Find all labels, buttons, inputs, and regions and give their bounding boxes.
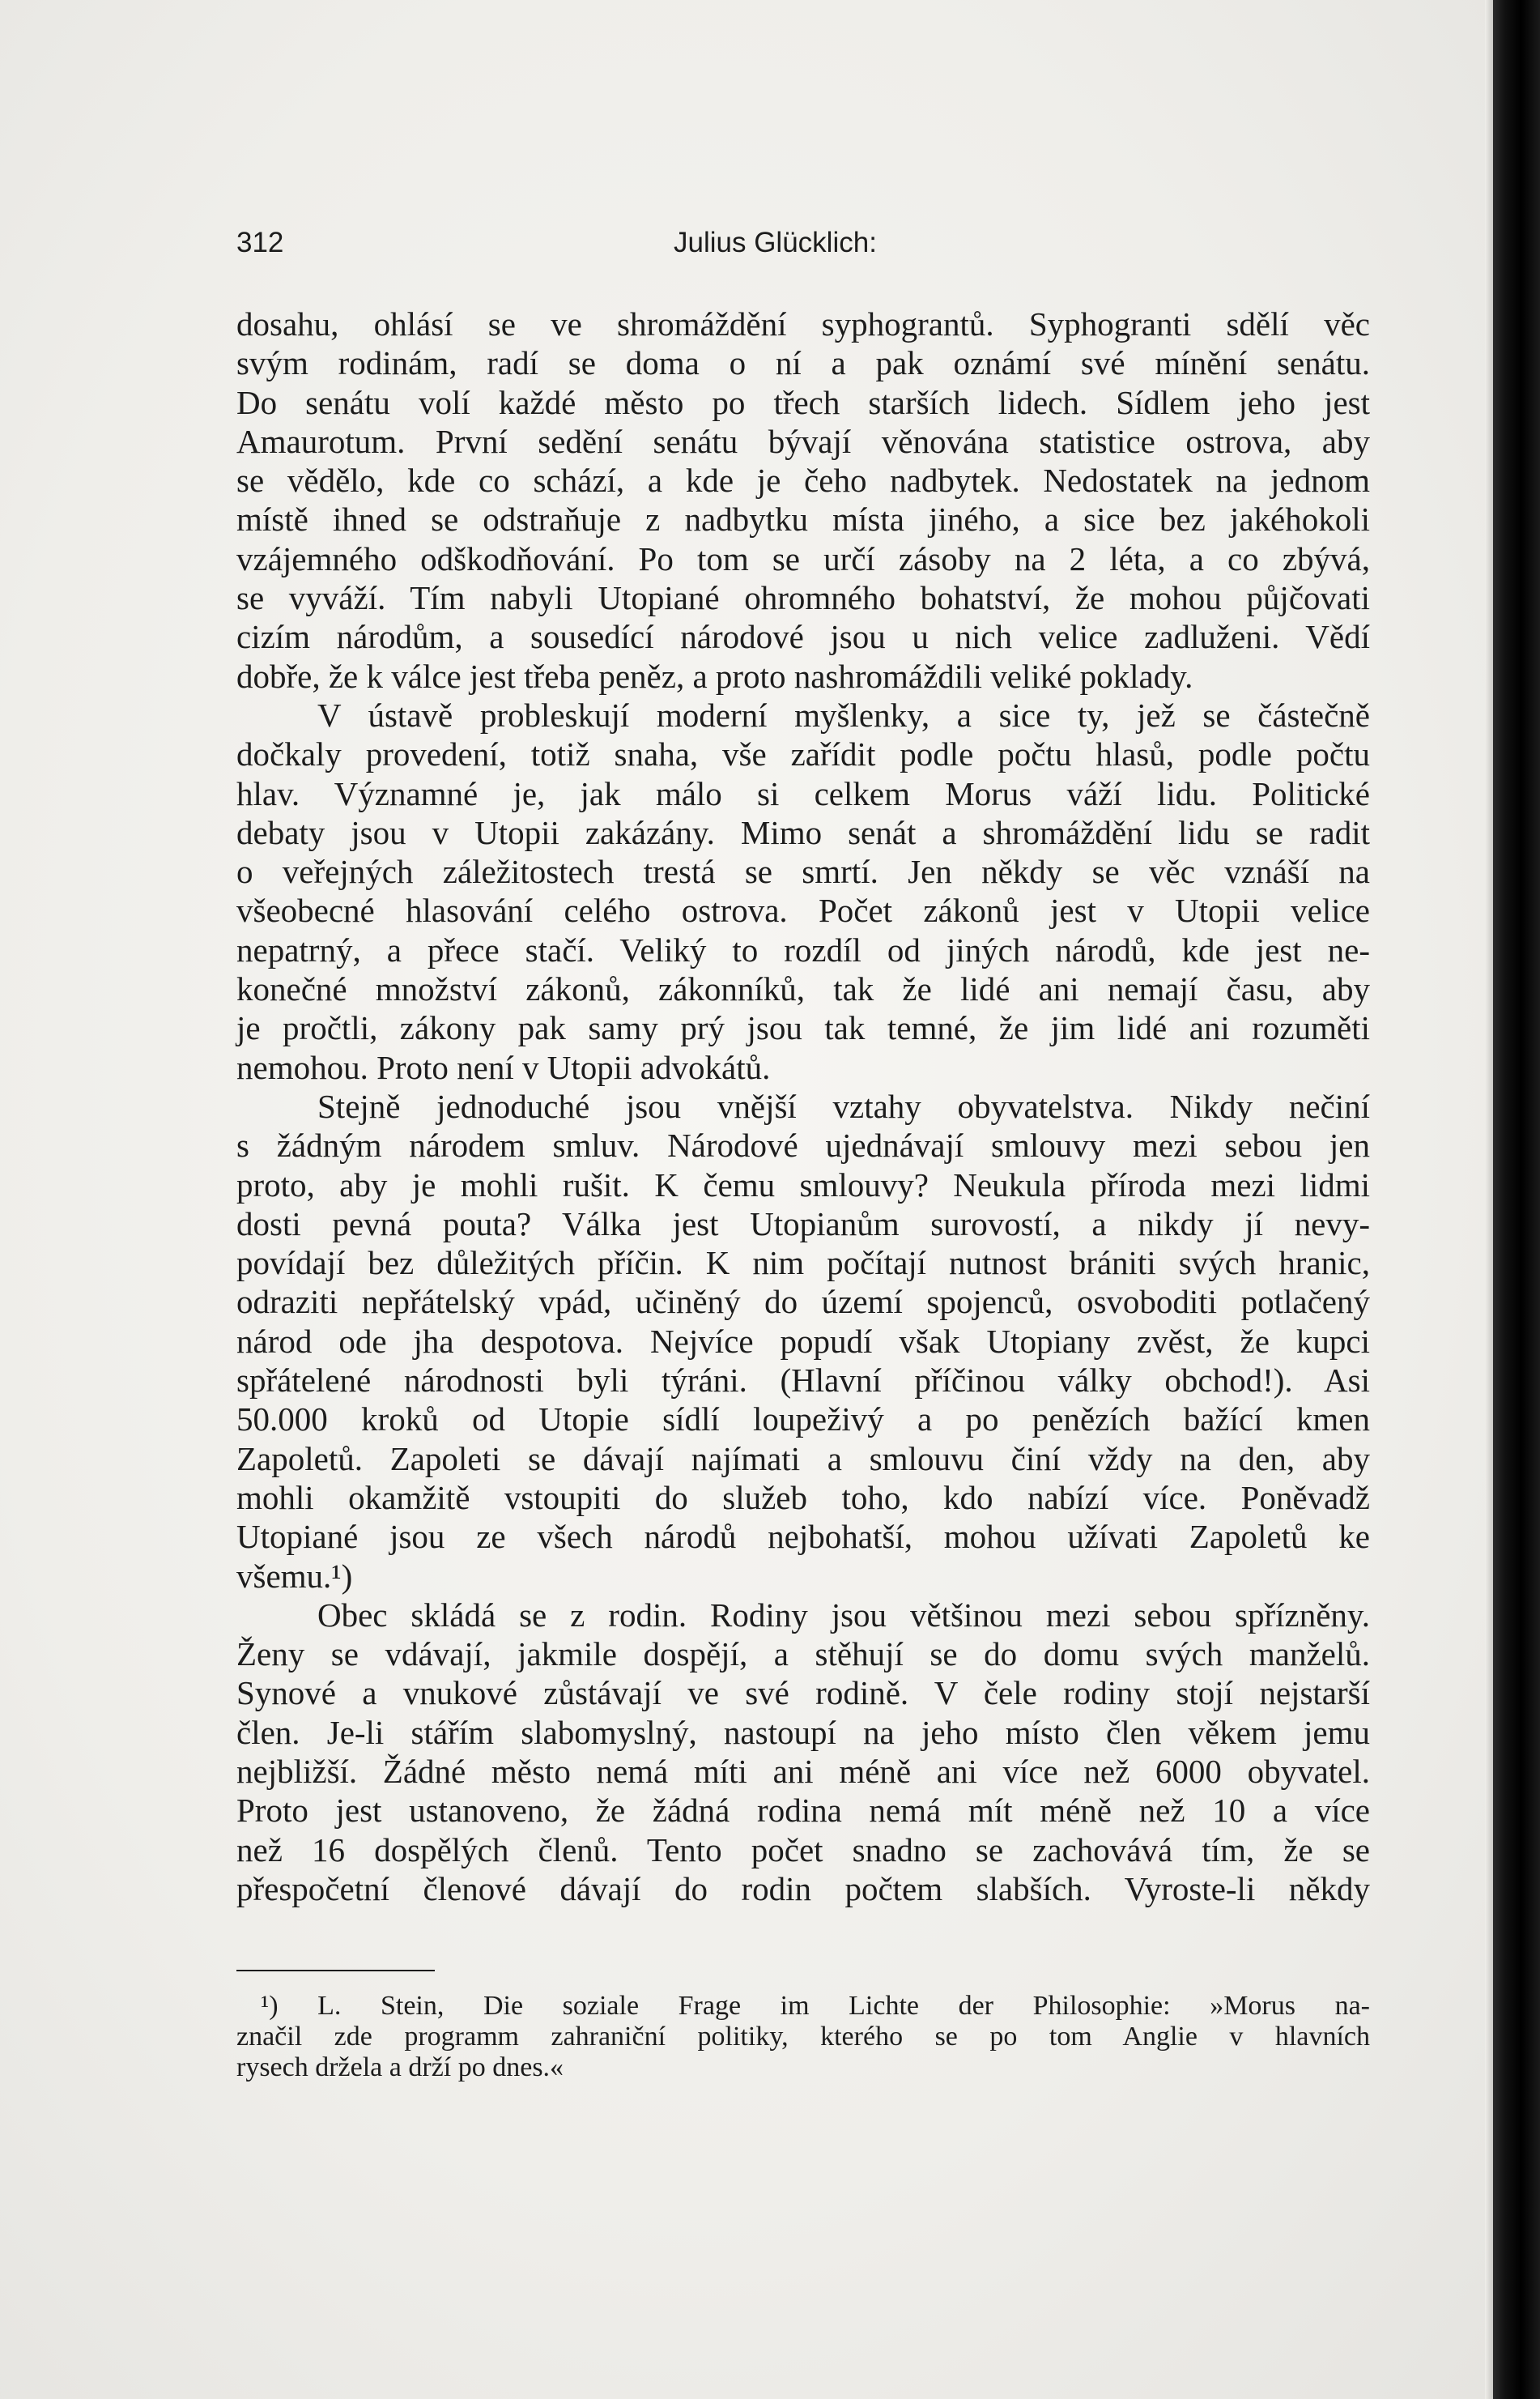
text-line: svým rodinám, radí se doma o ní a pak oznámí své mínění senátu. xyxy=(236,344,1370,382)
text-line: proto, aby je mohli rušit. K čemu smlouvy? Neukula příroda mezi lidmi xyxy=(236,1165,1370,1204)
text-line: 50.000 kroků od Utopie sídlí loupeživý a po penězích bažící kmen xyxy=(236,1400,1370,1438)
text-line: je pročtli, zákony pak samy prý jsou tak temné, že jim lidé ani rozuměti xyxy=(236,1009,1370,1047)
text-line: debaty jsou v Utopii zakázány. Mimo senát a shromáždění lidu se radit xyxy=(236,813,1370,851)
text-line: hlav. Významné je, jak málo si celkem Morus váží lidu. Politické xyxy=(236,774,1370,812)
text-line: Zapoletů. Zapoleti se dávají najímati a smlouvu činí vždy na den, aby xyxy=(236,1439,1370,1477)
text-line: dobře, že k válce jest třeba peněz, a proto nashromáždili veliké poklady. xyxy=(236,657,1193,695)
text-line: Obec skládá se z rodin. Rodiny jsou většinou mezi sebou spřízněny. xyxy=(317,1596,1370,1634)
text-line: Amaurotum. První sedění senátu bývají věnována statistice ostrova, aby xyxy=(236,422,1370,460)
text-line: povídají bez důležitých příčin. K nim počítají nutnost brániti svých hranic, xyxy=(236,1244,1370,1282)
text-line: dosti pevná pouta? Válka jest Utopianům surovostí, a nikdy jí nevy- xyxy=(236,1204,1370,1242)
text-line: člen. Je-li stářím slabomyslný, nastoupí na jeho místo člen věkem jemu xyxy=(236,1713,1370,1751)
text-line: Stejně jednoduché jsou vnější vztahy obyvatelstva. Nikdy nečiní xyxy=(317,1087,1370,1125)
text-line: se vědělo, kde co schází, a kde je čeho nadbytek. Nedostatek na jednom xyxy=(236,462,1370,500)
text-line: přespočetní členové dávají do rodin počtem slabších. Vyroste-li někdy xyxy=(236,1869,1370,1907)
footnote xyxy=(236,1991,1370,2083)
text-line: všemu.¹) xyxy=(236,1557,353,1595)
text-line: nejbližší. Žádné město nemá míti ani méně ani více než 6000 obyvatel. xyxy=(236,1752,1370,1790)
text-line: konečné množství zákonů, zákonníků, tak že lidé ani nemají času, aby xyxy=(236,970,1370,1008)
text-line: V ústavě probleskují moderní myšlenky, a sice ty, jež se částečně xyxy=(317,696,1370,734)
text-line: Do senátu volí každé město po třech starších lidech. Sídlem jeho jest xyxy=(236,383,1370,421)
text-line: spřátelené národnosti byli týráni. (Hlavní příčinou války obchod!). Asi xyxy=(236,1361,1370,1400)
footnote-line: rysech držela a drží po dnes.« xyxy=(236,2052,564,2082)
body-text xyxy=(236,305,1370,1908)
text-line: mohli okamžitě vstoupiti do služeb toho, kdo nabízí více. Poněvadž xyxy=(236,1478,1370,1516)
text-line: všeobecné hlasování celého ostrova. Počet zákonů jest v Utopii velice xyxy=(236,892,1370,930)
running-title: Julius Glücklich: xyxy=(674,227,877,258)
footnote-line: ¹) L. Stein, Die soziale Frage im Lichte der Philosophie: »Morus na- xyxy=(261,1991,1370,2021)
text-line: Proto jest ustanoveno, že žádná rodina nemá mít méně než 10 a více xyxy=(236,1792,1370,1830)
text-line: vzájemného odškodňování. Po tom se určí zásoby na 2 léta, a co zbývá, xyxy=(236,539,1370,577)
text-line: se vyváží. Tím nabyli Utopiané ohromného bohatství, že mohou půjčovati xyxy=(236,579,1370,617)
page-edge-shadow xyxy=(1485,0,1493,2399)
text-line: nemohou. Proto není v Utopii advokátů. xyxy=(236,1048,771,1086)
text-line: Synové a vnukové zůstávají ve své rodině. V čele rodiny stojí nejstarší xyxy=(236,1674,1370,1712)
text-line: místě ihned se odstraňuje z nadbytku místa jiného, a sice bez jakéhokoli xyxy=(236,501,1370,539)
scan-border xyxy=(1493,0,1540,2399)
text-line: než 16 dospělých členů. Tento počet snadno se zachovává tím, že se xyxy=(236,1830,1370,1868)
text-line: dočkaly provedení, totiž snaha, vše zařídit podle počtu hlasů, podle počtu xyxy=(236,735,1370,773)
footnote-divider xyxy=(236,1970,435,1971)
footnote-line: značil zde programm zahraniční politiky, kterého se po tom Anglie v hlavních xyxy=(236,2022,1370,2052)
text-line: cizím národům, a sousedící národové jsou u nich velice zadluženi. Vědí xyxy=(236,618,1370,656)
text-line: Utopiané jsou ze všech národů nejbohatší, mohou užívati Zapoletů ke xyxy=(236,1518,1370,1556)
text-line: nepatrný, a přece stačí. Veliký to rozdíl od jiných národů, kde jest ne- xyxy=(236,931,1370,969)
text-line: s žádným národem smluv. Národové ujednávají smlouvy mezi sebou jen xyxy=(236,1127,1370,1165)
page-number: 312 xyxy=(236,227,284,258)
text-line: o veřejných záležitostech trestá se smrtí. Jen někdy se věc vznáší na xyxy=(236,853,1370,891)
text-line: dosahu, ohlásí se ve shromáždění syphograntů. Syphogranti sdělí věc xyxy=(236,305,1370,343)
text-line: Ženy se vdávají, jakmile dospějí, a stěhují se do domu svých manželů. xyxy=(236,1635,1370,1673)
text-line: národ ode jha despotova. Nejvíce popudí však Utopiany zvěst, že kupci xyxy=(236,1322,1370,1360)
running-head xyxy=(236,227,1370,275)
text-line: odraziti nepřátelský vpád, učiněný do území spojenců, osvoboditi potlačený xyxy=(236,1283,1370,1321)
